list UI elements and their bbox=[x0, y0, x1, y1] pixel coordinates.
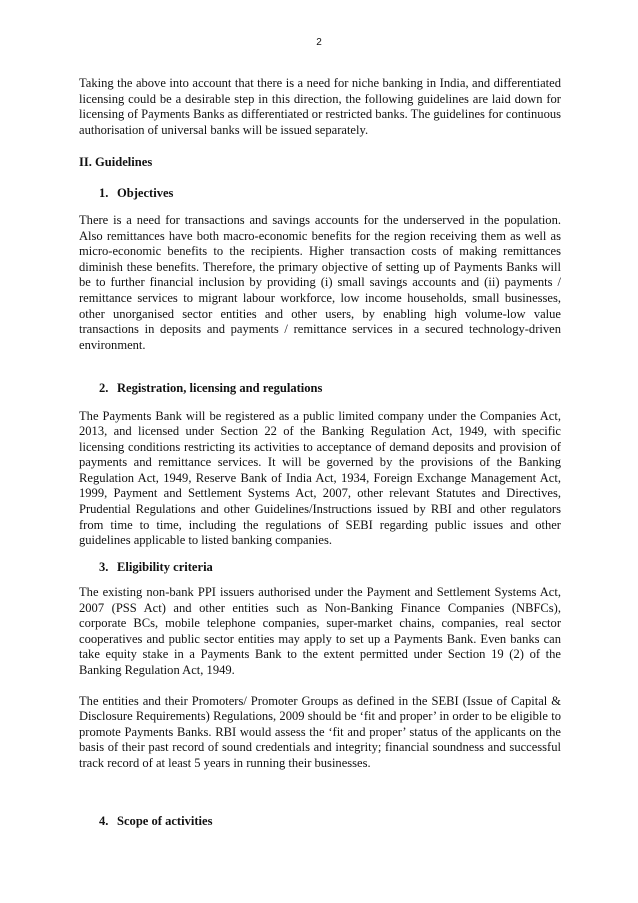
page-number: 2 bbox=[316, 37, 322, 48]
heading-number: 1. bbox=[99, 185, 109, 200]
heading-title: Registration, licensing and regulations bbox=[117, 381, 323, 396]
heading-title: Scope of activities bbox=[117, 814, 213, 829]
heading-title: Objectives bbox=[117, 185, 174, 200]
section-heading-guidelines: II. Guidelines bbox=[79, 155, 153, 170]
heading-eligibility bbox=[79, 560, 561, 576]
heading-number: 3. bbox=[99, 559, 109, 574]
eligibility-paragraph-1: The existing non-bank PPI issuers authorised under the Payment and Settlement Systems Act, 2007 (PSS Act) and other entities such as Non-Banking Finance Companies (NBFCs), corporate BCs, mobile telephone companies, super-market chains, companies, real sector cooperatives and public sector entities may apply to set up a Payments Bank. Even banks can take equity stake in a Payments Bank to the extent permitted under Section 19 (2) of the Banking Regulation Act, 1949. bbox=[79, 585, 561, 677]
heading-objectives bbox=[79, 186, 561, 202]
heading-number: 4. bbox=[99, 814, 109, 829]
document-body bbox=[79, 76, 561, 830]
eligibility-paragraph-2: The entities and their Promoters/ Promoter Groups as defined in the SEBI (Issue of Capital & Disclosure Requirements) Regulations, 2009 should be ‘fit and proper’ in order to be eligible to promote Payments Banks. RBI would assess the ‘fit and proper’ status of the applicants on the basis of their past record of sound credentials and integrity; financial soundness and successful track record of at least 5 years in running their businesses. bbox=[79, 693, 561, 770]
registration-paragraph: The Payments Bank will be registered as a public limited company under the Companies Act, 2013, and licensed under Section 22 of the Banking Regulation Act, 1949, with specific licensing conditions restricting its activities to acceptance of demand deposits and provision of payments and remittance services. It will be governed by the provisions of the Banking Regulation Act, 1949, Reserve Bank of India Act, 1934, Foreign Exchange Management Act, 1999, Payment and Settlement Systems Act, 2007, other relevant Statutes and Directives, Prudential Regulations and other Guidelines/Instructions issued by RBI and other regulators from time to time, including the regulations of SEBI regarding public issues and other guidelines applicable to listed banking companies. bbox=[79, 408, 561, 548]
heading-title: Eligibility criteria bbox=[117, 559, 213, 574]
objectives-paragraph: There is a need for transactions and savings accounts for the underserved in the population. Also remittances have both macro-economic benefits for the region receiving them as well as micro-economic benefits to the recipients. Higher transaction costs of making remittances diminish these benefits. Therefore, the primary objective of setting up of Payments Banks will be to further financial inclusion by providing (i) small savings accounts and (ii) payments / remittance services to migrant labour workforce, low income households, small businesses, other unorganised sector entities and other users, by enabling high volume-low value transactions in deposits and payments / remittance services in a secured technology-driven environment. bbox=[79, 213, 561, 352]
heading-scope bbox=[79, 814, 561, 830]
heading-registration bbox=[79, 381, 561, 397]
intro-paragraph: Taking the above into account that there is a need for niche banking in India, and differentiated licensing could be a desirable step in this direction, the following guidelines are laid down for licensing of Payments Banks as differentiated or restricted banks. The guidelines for continuous authorisation of universal banks will be issued separately. bbox=[79, 76, 561, 137]
heading-number: 2. bbox=[99, 381, 109, 396]
